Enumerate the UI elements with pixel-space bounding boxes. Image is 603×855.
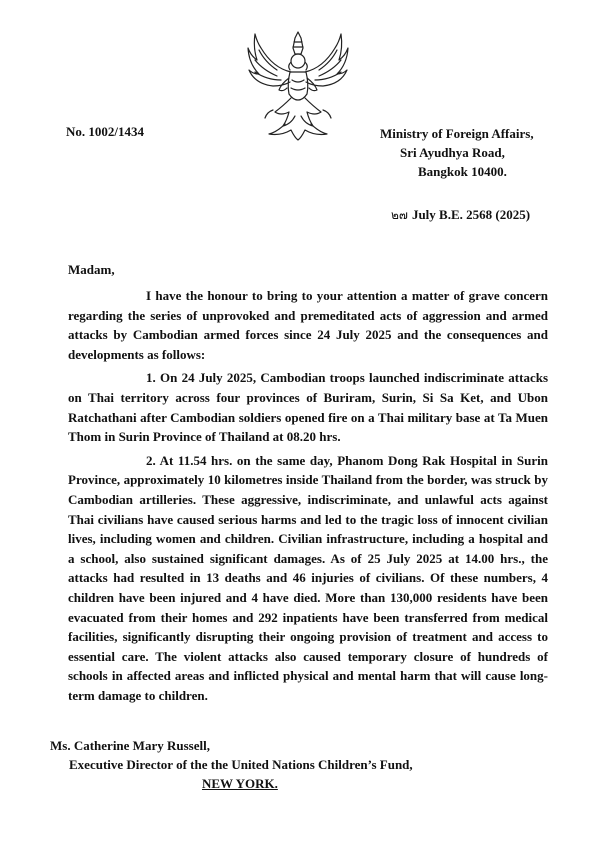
address-line-ministry: Ministry of Foreign Affairs, [380,126,534,141]
sender-address [380,124,534,181]
date-month-year: July B.E. 2568 (2025) [411,207,531,222]
salutation: Madam, [68,262,115,277]
date-day-handwritten: ๒๗ [391,208,408,222]
reference-number: No. 1002/1434 [66,124,144,139]
letter-date [391,206,530,225]
address-line-road: Sri Ayudhya Road, [400,145,505,160]
letter-body [68,286,548,705]
paragraph-point-1: 1. On 24 July 2025, Cambodian troops launched indiscriminate attacks on Thai territory across four provinces of Buriram, Surin, Si Sa Ket, and Ubon Ratchathani after Cambodian soldiers opened fire on a Thai military base at Ta Muen Thom in Surin Province of Thailand at 08.20 hrs. [68,370,548,445]
garuda-emblem-icon [243,28,353,142]
address-line-city: Bangkok 10400. [418,164,507,179]
addressee-block [50,736,413,793]
addressee-name: Ms. Catherine Mary Russell, [50,738,210,753]
paragraph-intro: I have the honour to bring to your attention a matter of grave concern regarding the series of unprovoked and premeditated acts of aggression and armed attacks by Cambodian armed forces since 24 July 2025 and the consequences and developments as follows: [68,288,548,362]
addressee-title: Executive Director of the the United Nations Children’s Fund, [69,757,413,772]
addressee-city: NEW YORK. [202,776,278,791]
paragraph-point-2: 2. At 11.54 hrs. on the same day, Phanom Dong Rak Hospital in Surin Province, approximately 10 kilometres inside Thailand from the border, was struck by Cambodian artilleries. These aggressive, indiscriminate, and unlawful acts against Thai civilians have caused serious harms and led to the tragic loss of innocent civilian lives, including women and children. Civilian infrastructure, including a hospital and a school, also sustained significant damages. As of 25 July 2025 at 14.00 hrs., the attacks had resulted in 13 deaths and 46 injuries of civilians. Of these numbers, 4 children have been injured and 4 have died. More than 130,000 residents have been evacuated from their homes and 292 inpatients have been transferred from medical facilities, significantly disrupting their ongoing provision of treatment and access to essential care. The violent attacks also caused temporary closure of hundreds of schools in affected areas and inflicted physical and mental harm that will cause long-term damage to children. [68,452,548,703]
